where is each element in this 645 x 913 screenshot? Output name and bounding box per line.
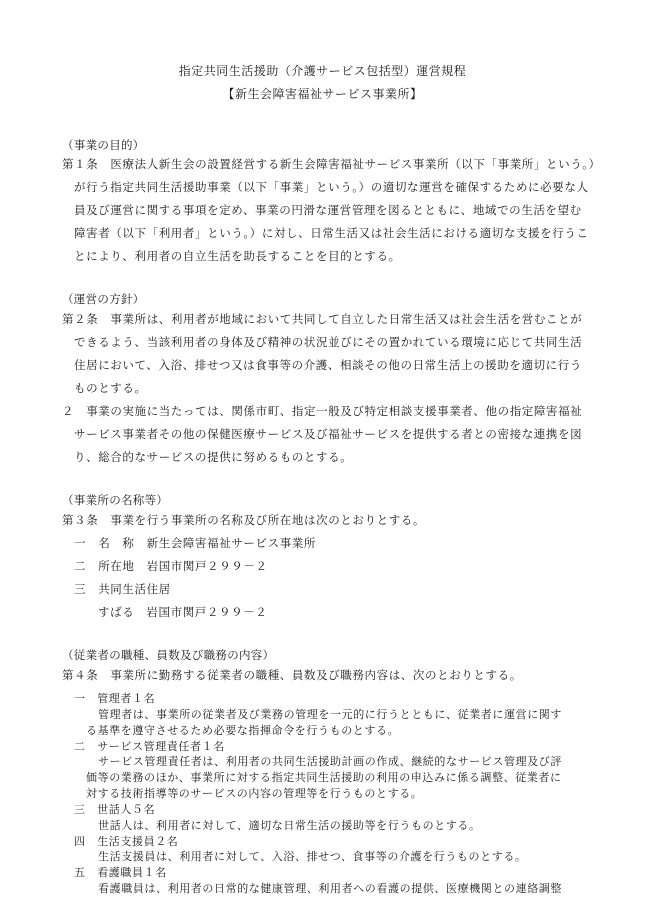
list-item-detail: 管理者は、事業所の従業者及び業務の管理を一元的に行うとともに、従業者に運営に関す: [98, 707, 562, 721]
document-subtitle: 【新生会障害福祉サービス事業所】: [222, 87, 423, 101]
article-line: 第３条 事業を行う事業所の名称及び所在地は次のとおりとする。: [62, 513, 425, 527]
list-item-detail: 対する技術指導等のサービスの内容の管理等を行うものとする。: [86, 787, 423, 800]
article-line: できるよう、当該利用者の身体及び精神の状況並びにその置かれている環境に応じて共同生活: [74, 335, 583, 349]
section-heading-policy: （運営の方針）: [62, 292, 145, 306]
list-item-detail: 看護職員は、利用者の日常的な健康管理、利用者への看護の提供、医療機関との連絡調整: [98, 882, 562, 895]
list-item: 五 看護職員１名: [74, 866, 167, 880]
document-title: 指定共同生活援助（介護サービス包括型）運営規程: [178, 64, 467, 78]
list-item-detail: る基準を遵守させるため必要な指揮命令を行うものとする。: [86, 723, 400, 737]
article-line: り、総合的なサービスの提供に努めるものとする。: [74, 450, 353, 464]
article-line: 障害者（以下「利用者」という。）に対し、日常生活又は社会生活における適切な支援を行うこ: [74, 226, 589, 240]
list-item: 二 所在地 岩国市関戸２９９－２: [74, 559, 268, 573]
article-line: 第４条 事業所に勤務する従業者の職種、員数及び職務内容は、次のとおりとする。: [62, 668, 522, 682]
list-item: 一 名 称 新生会障害福祉サービス事業所: [74, 536, 316, 550]
list-item-detail: 生活支援員は、利用者に対して、入浴、排せつ、食事等の介護を行うものとする。: [98, 850, 527, 864]
section-heading-office: （事業所の名称等）: [62, 493, 169, 507]
list-item: 三 世話人５名: [74, 802, 156, 816]
article-line: 第１条 医療法人新生会の設置経営する新生会障害福祉サービス事業所（以下「事業所」という。）: [62, 157, 601, 171]
list-item-detail: すばる 岩国市関戸２９９－２: [98, 605, 268, 619]
section-heading-purpose: （事業の目的）: [62, 138, 145, 152]
list-item-detail: 世話人は、利用者に対して、適切な日常生活の援助等を行うものとする。: [98, 818, 481, 832]
section-heading-staff: （従業者の職種、員数及び職務の内容）: [62, 648, 275, 662]
article-line: ものとする。: [74, 381, 147, 395]
list-item: 一 管理者１名: [74, 692, 156, 705]
article-line: 住居において、入浴、排せつ又は食事等の介護、相談その他の日常生活上の援助を適切に行う: [74, 358, 582, 372]
list-item: 四 生活支援員２名: [74, 834, 179, 848]
list-item: 二 サービス管理責任者１名: [74, 739, 225, 753]
list-item: 三 共同生活住居: [74, 582, 171, 596]
article-line: サービス事業者その他の保健医療サービス及び福祉サービスを提供する者との密接な連携を図: [74, 427, 583, 441]
article-line: とにより、利用者の自立生活を助長することを目的とする。: [74, 249, 401, 263]
list-item-detail: サービス管理責任者は、利用者の共同生活援助計画の作成、継続的なサービス管理及び評: [98, 755, 562, 769]
article-line: ２ 事業の実施に当たっては、関係市町、指定一般及び特定相談支援事業者、他の指定障害福祉: [62, 404, 583, 418]
article-line: 員及び運営に関する事項を定め、事業の円滑な運営管理を図るとともに、地域での生活を望む: [74, 203, 582, 217]
list-item-detail: 価等の業務のほか、事業所に対する指定共同生活援助の利用の申込みに係る調整、従業者に: [86, 771, 562, 785]
article-line: が行う指定共同生活援助事業（以下「事業」という。）の適切な運営を確保するために必要な人: [74, 180, 589, 194]
article-line: 第２条 事業所は、利用者が地域において共同して自立した日常生活又は社会生活を営むことが: [62, 312, 583, 326]
